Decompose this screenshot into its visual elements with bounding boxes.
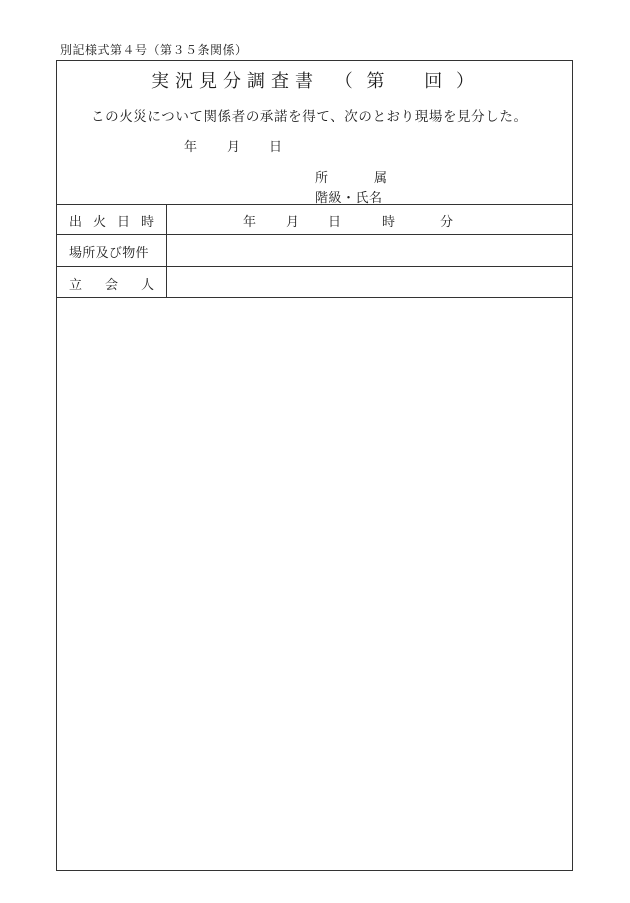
report-date-month[interactable]: 月 bbox=[227, 140, 241, 155]
title-main: 実況見分調査書 bbox=[151, 71, 320, 92]
label-column-divider bbox=[166, 204, 167, 297]
intro-statement: この火災について関係者の承諾を得て、次のとおり現場を見分した。 bbox=[91, 109, 528, 125]
fire-hour-field[interactable]: 時 bbox=[382, 215, 396, 230]
witness-label-char-2: 会 bbox=[105, 278, 119, 293]
fire-minute-field[interactable]: 分 bbox=[440, 215, 454, 230]
report-date-day[interactable]: 日 bbox=[269, 140, 283, 155]
fire-day-field[interactable]: 日 bbox=[328, 215, 342, 230]
report-title bbox=[57, 67, 572, 93]
report-date-year[interactable]: 年 bbox=[184, 140, 198, 155]
title-dai: 第 bbox=[366, 71, 389, 92]
fire-month-field[interactable]: 月 bbox=[286, 215, 300, 230]
fire-year-field[interactable]: 年 bbox=[243, 215, 257, 230]
row-divider-1 bbox=[57, 234, 572, 235]
fire-datetime-label-char-1: 出 bbox=[69, 215, 83, 230]
affiliation-label-2: 属 bbox=[374, 171, 388, 186]
row-divider-3 bbox=[57, 297, 572, 298]
title-close-paren: ） bbox=[455, 71, 478, 92]
affiliation-label-1: 所 bbox=[315, 171, 329, 186]
location-label: 場所及び物件 bbox=[69, 246, 149, 261]
witness-label-char-1: 立 bbox=[69, 278, 83, 293]
report-frame bbox=[56, 60, 573, 871]
title-kai: 回 bbox=[424, 71, 447, 92]
fire-datetime-label-char-3: 日 bbox=[117, 215, 131, 230]
row-divider-2 bbox=[57, 266, 572, 267]
location-field[interactable] bbox=[169, 237, 571, 264]
form-number-label: 別記様式第４号（第３５条関係） bbox=[60, 43, 248, 57]
fire-datetime-label-char-2: 火 bbox=[93, 215, 107, 230]
fire-datetime-label-char-4: 時 bbox=[141, 215, 155, 230]
header-divider bbox=[57, 204, 572, 205]
inspection-body-area[interactable] bbox=[59, 301, 570, 867]
rank-name-label: 階級・氏名 bbox=[315, 191, 383, 206]
witness-label-char-3: 人 bbox=[141, 278, 155, 293]
witness-field[interactable] bbox=[169, 269, 571, 295]
title-open-paren: （ bbox=[334, 71, 357, 92]
